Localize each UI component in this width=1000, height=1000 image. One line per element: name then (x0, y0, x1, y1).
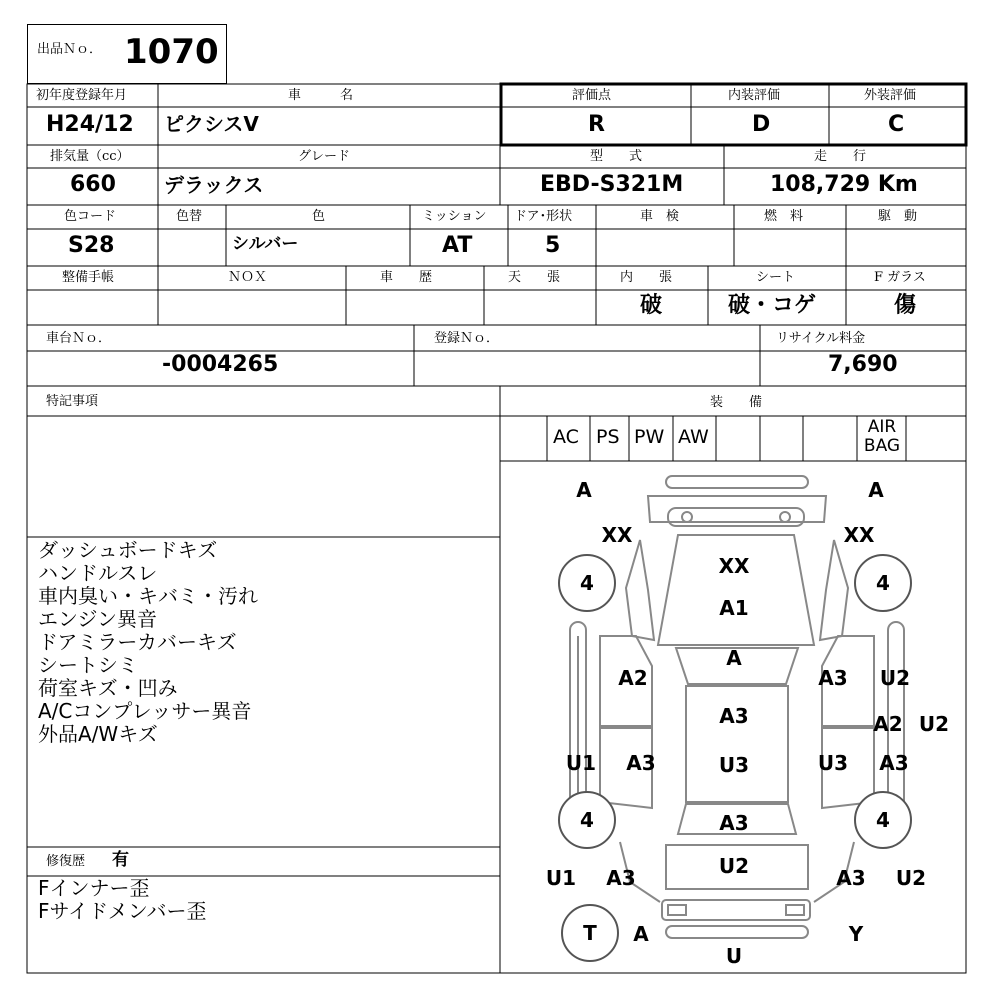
tire-front-left-label: 4 (580, 571, 594, 595)
recycle-fee-label: リサイクル料金 (776, 331, 866, 346)
front-bumper-shape (666, 476, 808, 488)
interior-score-value: D (752, 112, 771, 137)
color-value: シルバー (232, 234, 299, 254)
seat-label: シート (756, 270, 796, 285)
equipment-ac: AC (553, 426, 579, 448)
year-label: 初年度登録年月 (36, 88, 128, 103)
mark-rear-door-right-2: A3 (879, 751, 909, 775)
spare-tire-label: T (583, 921, 597, 945)
color-label: 色 (312, 209, 326, 224)
mission-label: ミッション (422, 209, 487, 224)
repair-item: Fサイドメンバー歪 (38, 899, 207, 923)
fuel-label: 燃 料 (764, 209, 804, 224)
note-item: シートシミ (38, 653, 138, 677)
color-code-label: 色コード (64, 209, 117, 224)
mark-rear-door-left: A3 (626, 751, 656, 775)
mark-hood-1: XX (718, 554, 750, 578)
mark-quarter-right-1: A3 (836, 866, 866, 890)
mark-rear-window: A3 (719, 811, 749, 835)
mark-rear-bumper-left: A (633, 922, 649, 946)
note-item: ドアミラーカバーキズ (38, 630, 237, 654)
registration-label: 登録Ｎｏ． (434, 331, 500, 346)
mark-rear-bumper-right: Y (848, 922, 864, 946)
mark-front-door-left: A2 (618, 666, 648, 690)
note-item: 外品A/Wキズ (38, 722, 158, 746)
note-item: エンジン異音 (38, 607, 157, 631)
note-item: ダッシュボードキズ (38, 538, 218, 562)
door-value: 5 (545, 233, 561, 258)
mark-quarter-left-1: U1 (545, 866, 577, 890)
tire-front-right-label: 4 (876, 571, 890, 595)
mark-roof: A3 (719, 704, 749, 728)
mark-rear-door-right: U3 (817, 751, 849, 775)
lot-number-label: 出品Ｎｏ． (37, 42, 103, 57)
exterior-score-value: C (888, 112, 905, 137)
mark-front-door-right: A3 (818, 666, 848, 690)
equipment-airbag: AIR BAG (863, 417, 901, 456)
car-diagram (500, 461, 966, 973)
displacement-value: 660 (70, 172, 116, 197)
mileage-label: 走 行 (814, 149, 867, 164)
model-value: EBD-S321M (540, 172, 684, 197)
equipment-pw: PW (634, 426, 665, 448)
mark-front-door-right-outer: U2 (879, 666, 911, 690)
nox-label: ＮＯＸ (228, 270, 268, 285)
front-glass-value: 傷 (894, 293, 917, 318)
year-value: H24/12 (46, 112, 134, 137)
mark-fender-left: XX (601, 523, 633, 547)
service-book-label: 整備手帳 (62, 270, 115, 285)
fender-left-shape (626, 540, 654, 640)
hood-shape (658, 535, 814, 645)
fender-right-shape (820, 540, 848, 640)
mark-fender-right: XX (843, 523, 875, 547)
mark-hood-2: A1 (719, 596, 749, 620)
mark-quarter-right-2: U2 (895, 866, 927, 890)
mark-front-door-right-2: A2 (873, 712, 903, 736)
repair-history-label: 修復歴 (46, 854, 86, 869)
inspection-label: 車 検 (640, 209, 680, 224)
mark-hatch: U2 (718, 854, 750, 878)
history-label: 車 歴 (380, 270, 433, 285)
score-value: R (588, 112, 605, 137)
color-code-value: S28 (68, 233, 115, 258)
front-glass-label: F ガラス (874, 270, 926, 285)
note-item: 車内臭い・キバミ・汚れ (38, 584, 258, 608)
note-item: A/Cコンプレッサー異音 (38, 699, 252, 723)
mileage-value: 108,729 Km (770, 172, 918, 197)
mark-front-right: A (868, 478, 884, 502)
note-item: 荷室キズ・凹み (38, 676, 178, 700)
grade-label: グレード (298, 149, 351, 164)
displacement-label: 排気量（cc） (50, 149, 130, 164)
equipment-label: 装 備 (710, 395, 763, 410)
notes-label: 特記事項 (46, 394, 99, 409)
repair-list (38, 877, 207, 923)
car-name-label: 車 名 (288, 88, 354, 103)
notes-list (38, 539, 258, 746)
mark-roof-2: U3 (718, 753, 750, 777)
interior-score-label: 内装評価 (728, 88, 781, 103)
drive-label: 駆 動 (878, 209, 918, 224)
mark-quarter-left-2: A3 (606, 866, 636, 890)
note-item: ハンドルスレ (38, 561, 158, 585)
exterior-score-label: 外装評価 (864, 88, 917, 103)
mark-front-door-right-3: U2 (918, 712, 950, 736)
seat-value: 破・コゲ (728, 293, 817, 318)
repair-history-value: 有 (112, 850, 129, 870)
grade-value: デラックス (164, 173, 264, 197)
mark-windshield: A (726, 646, 742, 670)
score-label: 評価点 (572, 88, 612, 103)
equipment-ps: PS (596, 426, 620, 448)
recycle-fee-value: 7,690 (828, 352, 898, 377)
repaint-label: 色替 (176, 209, 203, 224)
repair-item: Fインナー歪 (38, 876, 150, 900)
mark-sill-left: U1 (565, 751, 597, 775)
roof-lining-label: 天 張 (508, 270, 561, 285)
lot-number: 1070 (124, 32, 219, 72)
tire-rear-right-label: 4 (876, 808, 890, 832)
interior-lining-value: 破 (640, 293, 663, 318)
interior-lining-label: 内 張 (620, 270, 673, 285)
rear-bumper-shape (662, 900, 810, 920)
mark-front-left: A (576, 478, 592, 502)
chassis-label: 車台Ｎｏ． (46, 331, 112, 346)
chassis-value: -0004265 (162, 352, 279, 377)
car-name-value: ピクシスV (164, 112, 259, 136)
mission-value: AT (442, 233, 473, 258)
mark-rear-bumper: U (725, 944, 743, 968)
model-label: 型 式 (590, 149, 643, 164)
tire-rear-left-label: 4 (580, 808, 594, 832)
door-label: ドア･形状 (514, 209, 573, 224)
equipment-aw: AW (678, 426, 709, 448)
